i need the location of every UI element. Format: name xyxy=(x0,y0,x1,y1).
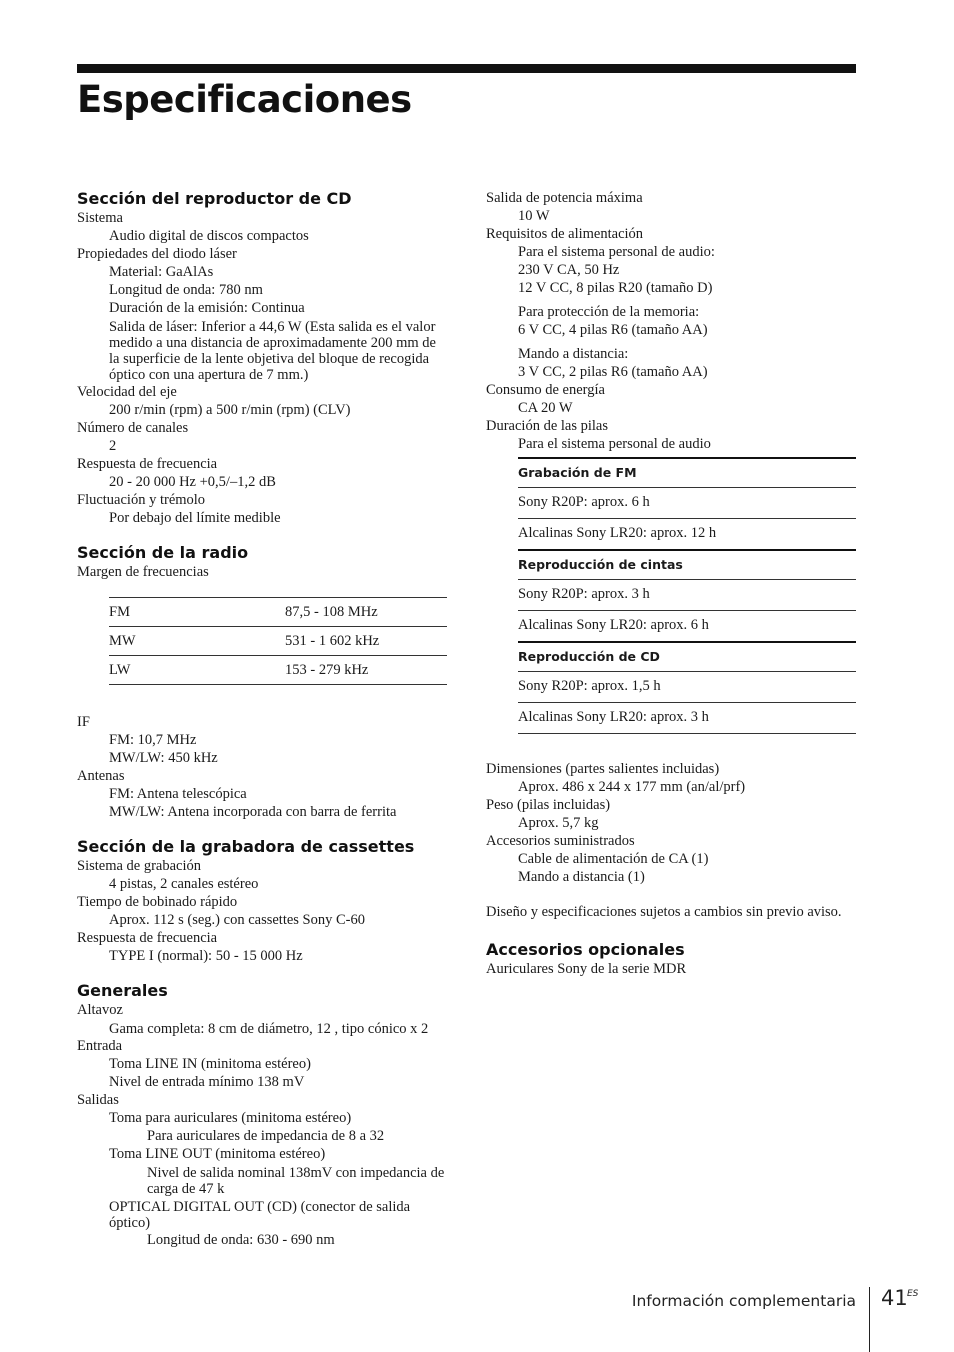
spec-value: 230 V CA, 50 Hz xyxy=(518,262,620,278)
spec-value: FM: 10,7 MHz xyxy=(109,732,197,748)
left-column xyxy=(77,189,449,1249)
spec-value: Para protección de la memoria: xyxy=(518,304,700,320)
spec-label: Sistema xyxy=(77,210,123,226)
spec-value: Gama completa: 8 cm de diámetro, 12 , tipo cónico x 2 xyxy=(109,1021,429,1037)
spec-label: Consumo de energía xyxy=(486,382,605,398)
spec-value: FM: Antena telescópica xyxy=(109,786,247,802)
table-row xyxy=(109,598,447,627)
generales-section-heading: Generales xyxy=(77,981,168,1000)
group-label: Grabación de FM xyxy=(518,458,856,488)
range-cell: 87,5 - 108 MHz xyxy=(285,598,447,627)
spec-value: Material: GaAlAs xyxy=(109,264,214,280)
spec-value: 200 r/min (rpm) a 500 r/min (rpm) (CLV) xyxy=(109,402,351,418)
frequency-table xyxy=(109,597,447,685)
spec-label: Salidas xyxy=(77,1092,119,1108)
spec-label: Margen de frecuencias xyxy=(77,564,209,580)
spec-label: Respuesta de frecuencia xyxy=(77,456,218,472)
spec-value: Aprox. 5,7 kg xyxy=(518,815,599,831)
spec-label: Fluctuación y trémolo xyxy=(77,492,206,508)
spec-value: Mando a distancia: xyxy=(518,346,629,362)
spec-value: Aprox. 112 s (seg.) con cassettes Sony C-60 xyxy=(109,912,365,928)
spec-value: MW/LW: Antena incorporada con barra de ferrita xyxy=(109,804,397,820)
spec-value: OPTICAL DIGITAL OUT (CD) (conector de salida óptico) xyxy=(109,1199,411,1231)
spec-value: Para el sistema personal de audio: xyxy=(518,244,715,260)
battery-cell: Sony R20P: aprox. 3 h xyxy=(518,580,856,611)
spec-value: TYPE I (normal): 50 - 15 000 Hz xyxy=(109,948,303,964)
spec-label: Salida de potencia máxima xyxy=(486,190,643,206)
spec-label: Duración de las pilas xyxy=(486,418,609,434)
spec-value: CA 20 W xyxy=(518,400,573,416)
footer-section-label: Información complementaria xyxy=(631,1292,856,1310)
battery-cell: Sony R20P: aprox. 1,5 h xyxy=(518,672,856,703)
table-row xyxy=(518,580,856,611)
table-row xyxy=(518,611,856,643)
table-group-header xyxy=(518,550,856,580)
table-group-header xyxy=(518,458,856,488)
spec-value: Cable de alimentación de CA (1) xyxy=(518,851,709,867)
spec-label: IF xyxy=(77,714,90,730)
spec-value: Audio digital de discos compactos xyxy=(109,228,309,244)
spec-label: Peso (pilas incluidas) xyxy=(486,797,611,813)
table-group-header xyxy=(518,642,856,672)
table-row xyxy=(109,656,447,685)
spec-label: Accesorios suministrados xyxy=(486,833,635,849)
footer-divider xyxy=(869,1287,870,1352)
spec-label: Antenas xyxy=(77,768,125,784)
spec-label: Sistema de grabación xyxy=(77,858,202,874)
battery-life-table xyxy=(518,457,856,734)
battery-cell: Alcalinas Sony LR20: aprox. 3 h xyxy=(518,703,856,734)
spec-value: 12 V CC, 8 pilas R20 (tamaño D) xyxy=(518,280,713,296)
band-cell: LW xyxy=(109,656,285,685)
battery-cell: Alcalinas Sony LR20: aprox. 6 h xyxy=(518,611,856,643)
spec-value: Aprox. 486 x 244 x 177 mm (an/al/prf) xyxy=(518,779,746,795)
spec-value: 20 - 20 000 Hz +0,5/–1,2 dB xyxy=(109,474,276,490)
right-column xyxy=(486,189,858,978)
spec-value: Salida de láser: Inferior a 44,6 W (Esta salida es el valor medido a una distancia de aproximadamente 200 mm de la superficie de la lente objetiva del bloque de recogida óptico con una apertura de 7 mm.) xyxy=(109,319,436,383)
radio-section-heading: Sección de la radio xyxy=(77,543,249,562)
disclaimer-note: Diseño y especificaciones sujetos a cambios sin previo aviso. xyxy=(486,904,842,920)
table-row xyxy=(109,627,447,656)
band-cell: MW xyxy=(109,627,285,656)
spec-value: Nivel de entrada mínimo 138 mV xyxy=(109,1074,305,1090)
cd-section-heading: Sección del reproductor de CD xyxy=(77,189,352,208)
spec-value: 3 V CC, 2 pilas R6 (tamaño AA) xyxy=(518,364,708,380)
title-rule xyxy=(77,64,856,73)
range-cell: 531 - 1 602 kHz xyxy=(285,627,447,656)
spec-value: 2 xyxy=(109,438,117,454)
spec-value: Longitud de onda: 780 nm xyxy=(109,282,263,298)
table-row xyxy=(518,703,856,734)
spec-value: Longitud de onda: 630 - 690 nm xyxy=(147,1232,335,1248)
page-number: 41 xyxy=(881,1286,908,1310)
battery-cell: Alcalinas Sony LR20: aprox. 12 h xyxy=(518,519,856,551)
spec-value: Para el sistema personal de audio xyxy=(518,436,711,452)
spec-value: 10 W xyxy=(518,208,550,224)
spec-label: Número de canales xyxy=(77,420,189,436)
spec-label: Dimensiones (partes salientes incluidas) xyxy=(486,761,720,777)
spec-value: Por debajo del límite medible xyxy=(109,510,281,526)
spec-value: Toma para auriculares (minitoma estéreo) xyxy=(109,1110,352,1126)
page-number-suffix: ES xyxy=(907,1289,919,1299)
table-row xyxy=(518,488,856,519)
spec-label: Propiedades del diodo láser xyxy=(77,246,237,262)
spec-label: Requisitos de alimentación xyxy=(486,226,644,242)
spec-value: Auriculares Sony de la serie MDR xyxy=(486,961,687,977)
group-label: Reproducción de CD xyxy=(518,642,856,672)
range-cell: 153 - 279 kHz xyxy=(285,656,447,685)
table-row xyxy=(518,672,856,703)
spec-value: MW/LW: 450 kHz xyxy=(109,750,218,766)
battery-cell: Sony R20P: aprox. 6 h xyxy=(518,488,856,519)
group-label: Reproducción de cintas xyxy=(518,550,856,580)
band-cell: FM xyxy=(109,598,285,627)
spec-value: Para auriculares de impedancia de 8 a 32 xyxy=(147,1128,385,1144)
spec-label: Entrada xyxy=(77,1038,123,1054)
spec-label: Velocidad del eje xyxy=(77,384,177,400)
page-title: Especificaciones xyxy=(77,78,412,121)
spec-label: Tiempo de bobinado rápido xyxy=(77,894,238,910)
spec-value: 4 pistas, 2 canales estéreo xyxy=(109,876,259,892)
table-row xyxy=(518,519,856,551)
spec-value: Mando a distancia (1) xyxy=(518,869,645,885)
cassette-section-heading: Sección de la grabadora de cassettes xyxy=(77,837,415,856)
spec-value: Toma LINE IN (minitoma estéreo) xyxy=(109,1056,311,1072)
spec-value: Toma LINE OUT (minitoma estéreo) xyxy=(109,1146,326,1162)
spec-value: 6 V CC, 4 pilas R6 (tamaño AA) xyxy=(518,322,708,338)
spec-value: Nivel de salida nominal 138mV con impedancia de carga de 47 k xyxy=(147,1165,445,1197)
spec-value: Duración de la emisión: Continua xyxy=(109,300,305,316)
opcionales-section-heading: Accesorios opcionales xyxy=(486,940,685,959)
spec-label: Respuesta de frecuencia xyxy=(77,930,218,946)
spec-label: Altavoz xyxy=(77,1002,123,1018)
